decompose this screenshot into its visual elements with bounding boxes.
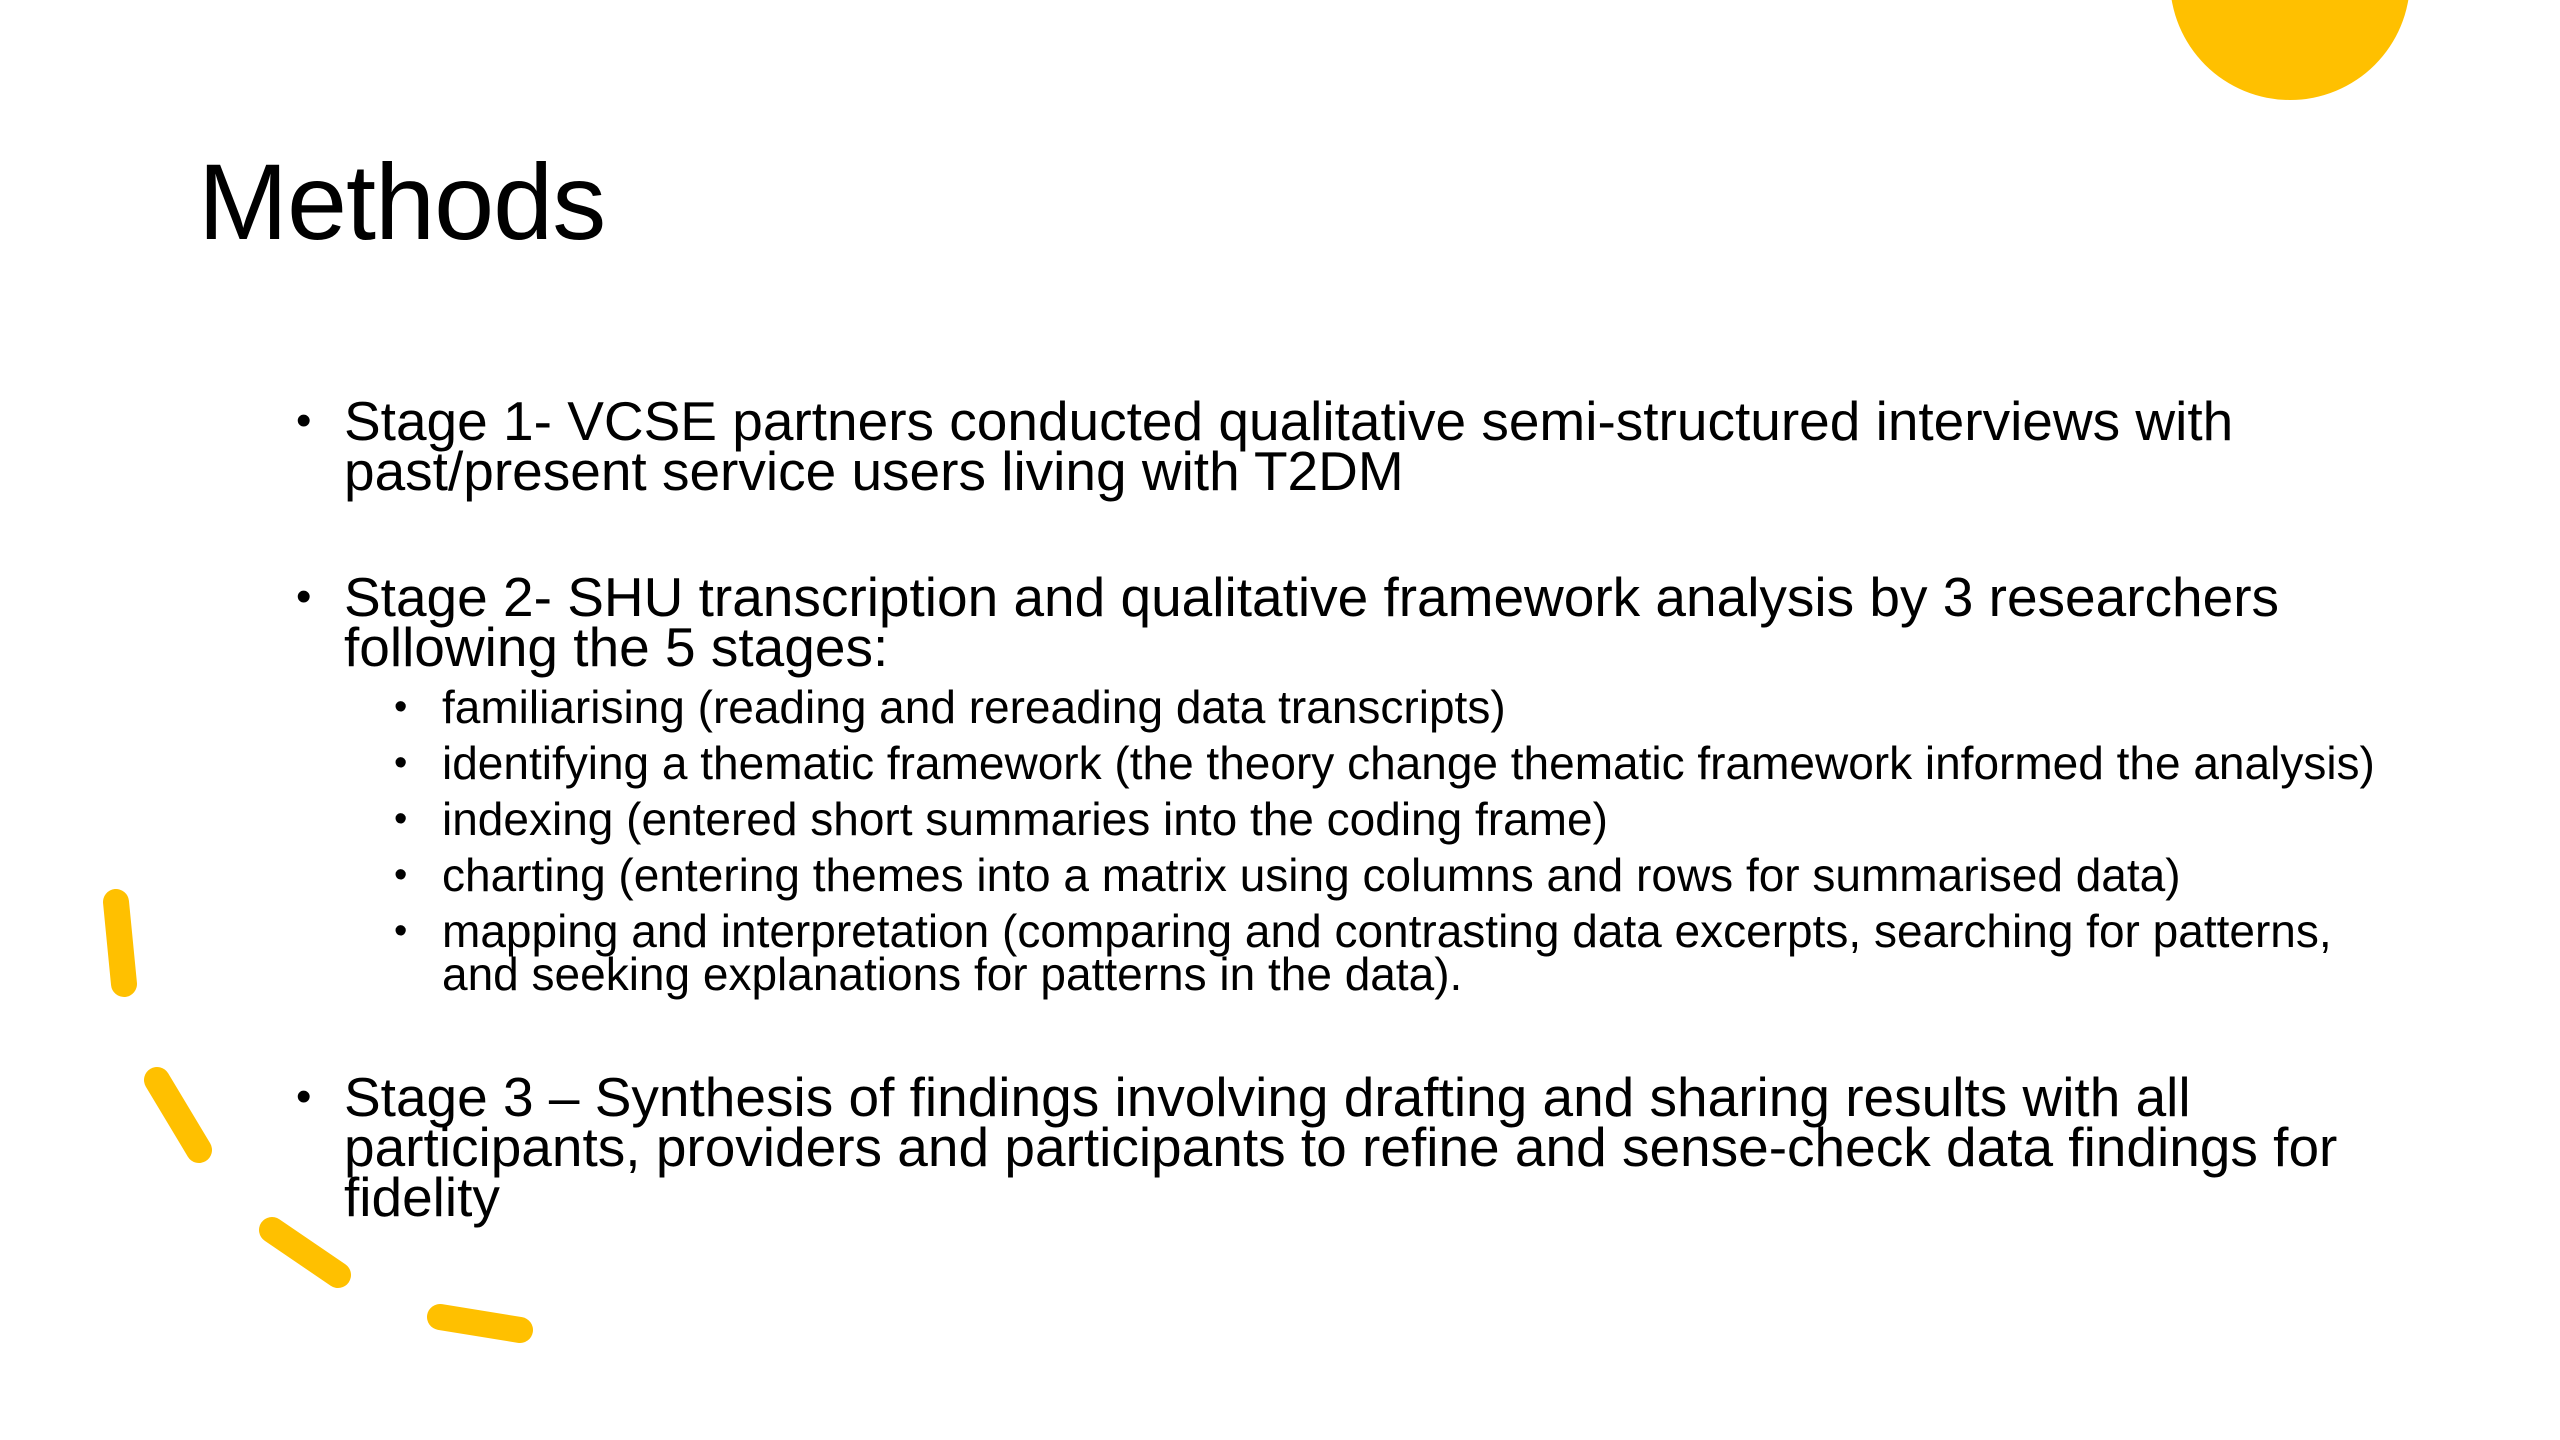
slide-title: Methods [198,141,606,262]
arc-dash [116,902,124,984]
bullet-stage-3 [296,1066,2396,1228]
sub-bullet-familiarising: • familiarising (reading and rereading data transcripts) [394,686,2396,729]
sub-bullet-charting: • charting (entering themes into a matrix using columns and rows for summarised data) [394,854,2396,897]
arc-dash [440,1317,520,1330]
yellow-circle-decoration [2170,0,2410,100]
bullet-stage-2 [296,566,2396,1000]
bullet-text: Stage 2- SHU transcription and qualitative framework analysis by 3 researchers following the 5 stages: [344,566,2280,678]
bullet-text: Stage 3 – Synthesis of findings involving drafting and sharing results with all participants, providers and participants to refine and sense-check data findings for fidelity [344,1066,2338,1228]
sub-bullet-indexing: • indexing (entered short summaries into the coding frame) [394,798,2396,841]
bullet-stage-1 [296,390,2396,502]
sub-bullet-list [344,681,2396,1000]
bullet-text: Stage 1- VCSE partners conducted qualitative semi-structured interviews with past/present service users living with T2DM [344,390,2234,502]
sub-bullet-identifying: • identifying a thematic framework (the theory change thematic framework informed the analysis) [394,742,2396,785]
sub-bullet-mapping: • mapping and interpretation (comparing and contrasting data excerpts, searching for patterns, and seeking explanations for patterns in the data). [394,910,2396,996]
arc-dash [157,1080,199,1150]
bullet-list [296,390,2396,1298]
